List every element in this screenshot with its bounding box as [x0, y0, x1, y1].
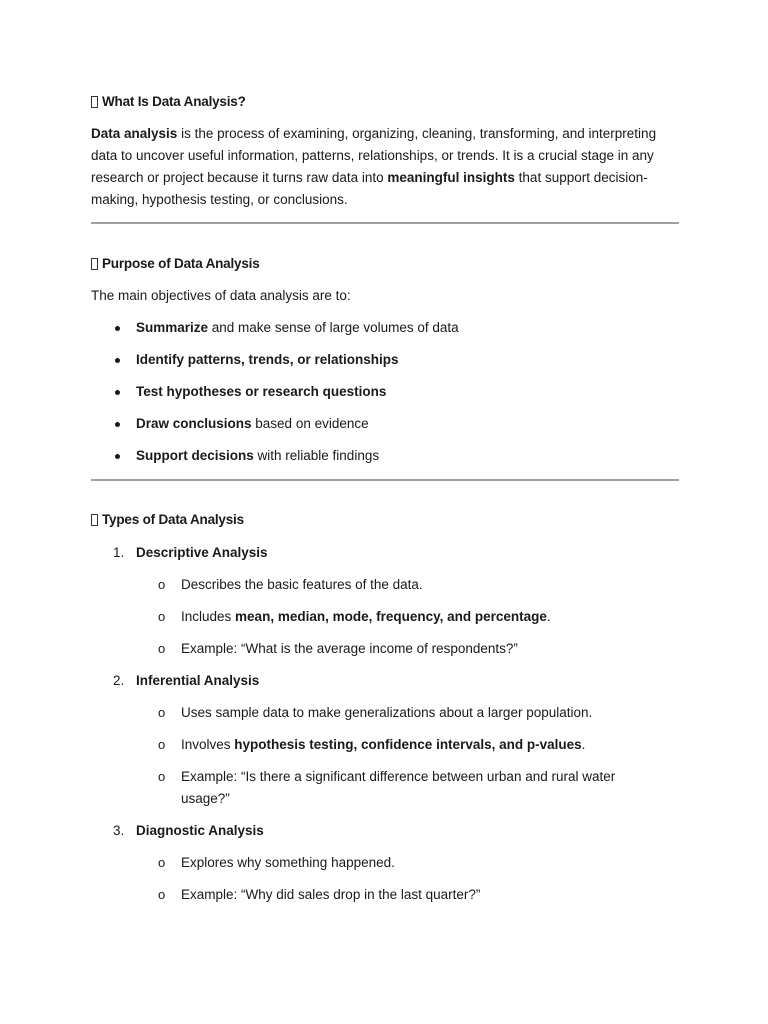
sub-bullet-text: [181, 574, 641, 596]
sub-plain-text: Includes: [181, 609, 236, 624]
sub-bullet-text: [181, 702, 641, 724]
bullet-dot-icon: [115, 422, 120, 427]
section-heading-what: [91, 94, 246, 109]
sub-bullet-marker: o: [158, 641, 166, 656]
sub-bullet-text: [181, 606, 641, 628]
bullet-text: [136, 446, 379, 466]
bullet-bold-text: Test hypotheses or research questions: [136, 384, 387, 399]
bullet-plain-text: with reliable findings: [253, 448, 380, 463]
sub-bullet-text: [181, 766, 641, 810]
bullet-dot-icon: [115, 358, 120, 363]
bullet-dot-icon: [115, 454, 120, 459]
sub-bullet-text: [181, 852, 641, 874]
intro-text: The main objectives of data analysis are to:: [91, 288, 351, 303]
heading-text: Types of Data Analysis: [102, 512, 244, 527]
sub-plain-text: Example: “Why did sales drop in the last quarter?”: [181, 887, 481, 902]
heading-text: Purpose of Data Analysis: [102, 256, 260, 271]
sub-plain-text: Describes the basic features of the data.: [181, 577, 423, 592]
missing-glyph-icon: [91, 96, 98, 108]
bullet-bold-text: Summarize: [136, 320, 209, 335]
sub-plain-text: Example: “What is the average income of respondents?”: [181, 641, 518, 656]
sub-bullet-marker: o: [158, 769, 166, 784]
bullet-bold-text: Support decisions: [136, 448, 254, 463]
list-number: 3.: [113, 823, 125, 838]
bullet-dot-icon: [115, 326, 120, 331]
bullet-text: [136, 382, 386, 402]
section-heading-types: [91, 512, 244, 527]
sub-plain-text: Example: “Is there a significant difference between urban and rural water usage?”: [181, 769, 616, 806]
missing-glyph-icon: [91, 514, 98, 526]
bullet-bold-text: Identify patterns, trends, or relationships: [136, 352, 399, 367]
definition-paragraph: [91, 123, 679, 211]
bold-term: meaningful insights: [387, 170, 515, 185]
bullet-text: [136, 350, 399, 370]
bullet-plain-text: based on evidence: [251, 416, 369, 431]
sub-plain-text: Uses sample data to make generalizations about a larger population.: [181, 705, 593, 720]
sub-bold-text: hypothesis testing, confidence intervals, and p-values: [234, 737, 582, 752]
heading-text: What Is Data Analysis?: [102, 94, 246, 109]
sub-plain-text: Explores why something happened.: [181, 855, 395, 870]
paragraph-text: that support decision-making, hypothesis testing, or conclusions.: [91, 170, 648, 207]
sub-bullet-marker: o: [158, 577, 166, 592]
sub-bold-text: mean, median, mode, frequency, and percentage: [235, 609, 547, 624]
analysis-type-title: Inferential Analysis: [136, 673, 260, 688]
sub-plain-text: .: [546, 609, 551, 624]
analysis-type-title: Descriptive Analysis: [136, 545, 268, 560]
horizontal-divider: [91, 222, 679, 224]
bullet-text: [136, 414, 369, 434]
bullet-bold-text: Draw conclusions: [136, 416, 252, 431]
purpose-intro: [91, 285, 679, 307]
bullet-dot-icon: [115, 390, 120, 395]
analysis-type-title: Diagnostic Analysis: [136, 823, 264, 838]
paragraph-text: is the process of examining, organizing, cleaning, transforming, and interpreting data to uncover useful information, patterns, relationships, or trends. It is a crucial stage in any research or project because it turns raw data into: [91, 126, 657, 185]
horizontal-divider: [91, 479, 679, 481]
sub-bullet-text: [181, 734, 641, 756]
sub-bullet-marker: o: [158, 887, 166, 902]
sub-bullet-marker: o: [158, 609, 166, 624]
list-number: 2.: [113, 673, 125, 688]
sub-plain-text: .: [581, 737, 586, 752]
sub-bullet-marker: o: [158, 705, 166, 720]
list-number: 1.: [113, 545, 125, 560]
bold-term: Data analysis: [91, 126, 178, 141]
sub-plain-text: Involves: [181, 737, 235, 752]
bullet-text: [136, 318, 459, 338]
sub-bullet-text: [181, 638, 641, 660]
bullet-plain-text: and make sense of large volumes of data: [208, 320, 459, 335]
sub-bullet-marker: o: [158, 737, 166, 752]
missing-glyph-icon: [91, 258, 98, 270]
sub-bullet-marker: o: [158, 855, 166, 870]
section-heading-purpose: [91, 256, 260, 271]
sub-bullet-text: [181, 884, 641, 906]
